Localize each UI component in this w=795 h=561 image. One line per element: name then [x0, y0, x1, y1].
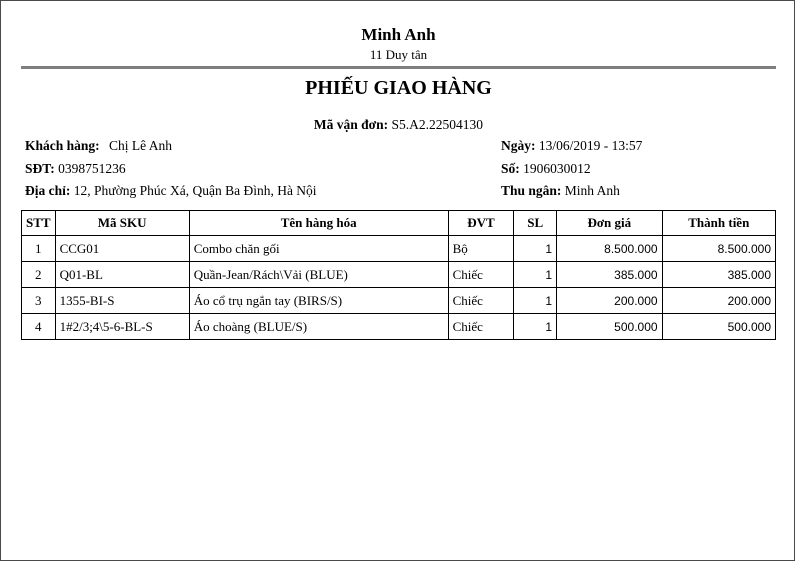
header-stt: STT	[22, 211, 56, 236]
order-number-value: 1906030012	[523, 161, 591, 176]
order-date-label: Ngày:	[501, 138, 536, 153]
cell-sku: Q01-BL	[55, 262, 189, 288]
cell-quantity: 1	[514, 262, 557, 288]
cell-sku: 1#2/3;4\5-6-BL-S	[55, 314, 189, 340]
header-sku: Mã SKU	[55, 211, 189, 236]
tracking-value: S5.A2.22504130	[391, 117, 484, 132]
document-title: PHIẾU GIAO HÀNG	[305, 77, 492, 99]
table-row	[22, 236, 776, 262]
table-header-row	[22, 211, 776, 236]
customer-name	[25, 138, 172, 154]
header-divider	[21, 66, 776, 69]
cell-stt: 1	[22, 236, 56, 262]
header-unit: ĐVT	[448, 211, 514, 236]
cell-quantity: 1	[514, 314, 557, 340]
cell-quantity: 1	[514, 288, 557, 314]
cell-stt: 2	[22, 262, 56, 288]
cell-quantity: 1	[514, 236, 557, 262]
customer-phone	[25, 161, 126, 177]
header-line-total: Thành tiền	[662, 211, 775, 236]
tracking-label: Mã vận đơn:	[313, 117, 389, 132]
cell-line-total: 385.000	[662, 262, 775, 288]
order-date-value: 13/06/2019 - 13:57	[538, 138, 643, 153]
cell-unit: Chiếc	[448, 288, 514, 314]
items-table	[21, 210, 776, 340]
customer-name-label: Khách hàng:	[25, 138, 100, 153]
cell-line-total: 500.000	[662, 314, 775, 340]
cell-unit-price: 200.000	[557, 288, 662, 314]
table-row	[22, 262, 776, 288]
table-row	[22, 314, 776, 340]
cashier-label: Thu ngân:	[501, 183, 562, 198]
header-quantity: SL	[514, 211, 557, 236]
tracking-number	[1, 117, 795, 133]
customer-phone-label: SĐT:	[25, 161, 55, 176]
customer-address	[25, 183, 317, 199]
header-unit-price: Đơn giá	[557, 211, 662, 236]
cell-unit-price: 8.500.000	[557, 236, 662, 262]
customer-name-value: Chị Lê Anh	[109, 138, 173, 153]
cell-stt: 4	[22, 314, 56, 340]
cell-sku: CCG01	[55, 236, 189, 262]
cell-product-name: Áo choàng (BLUE/S)	[189, 314, 448, 340]
cell-sku: 1355-BI-S	[55, 288, 189, 314]
cell-unit: Chiếc	[448, 314, 514, 340]
cell-product-name: Quần-Jean/Rách\Vải (BLUE)	[189, 262, 448, 288]
cell-product-name: Áo cổ trụ ngắn tay (BIRS/S)	[189, 288, 448, 314]
cell-stt: 3	[22, 288, 56, 314]
customer-address-label: Địa chỉ:	[25, 183, 71, 198]
order-date	[501, 138, 642, 154]
table-row	[22, 288, 776, 314]
cell-unit: Bộ	[448, 236, 514, 262]
customer-address-value: 12, Phường Phúc Xá, Quận Ba Đình, Hà Nội	[73, 183, 317, 198]
shop-name: Minh Anh	[361, 25, 436, 44]
cell-line-total: 8.500.000	[662, 236, 775, 262]
shop-address: 11 Duy tân	[369, 47, 428, 62]
cell-line-total: 200.000	[662, 288, 775, 314]
cell-unit: Chiếc	[448, 262, 514, 288]
cashier	[501, 183, 620, 199]
cell-unit-price: 385.000	[557, 262, 662, 288]
cell-product-name: Combo chăn gối	[189, 236, 448, 262]
cashier-value: Minh Anh	[564, 183, 620, 198]
order-number-label: Số:	[501, 161, 520, 176]
order-number	[501, 161, 591, 177]
customer-phone-value: 0398751236	[58, 161, 126, 176]
cell-unit-price: 500.000	[557, 314, 662, 340]
header-product-name: Tên hàng hóa	[189, 211, 448, 236]
